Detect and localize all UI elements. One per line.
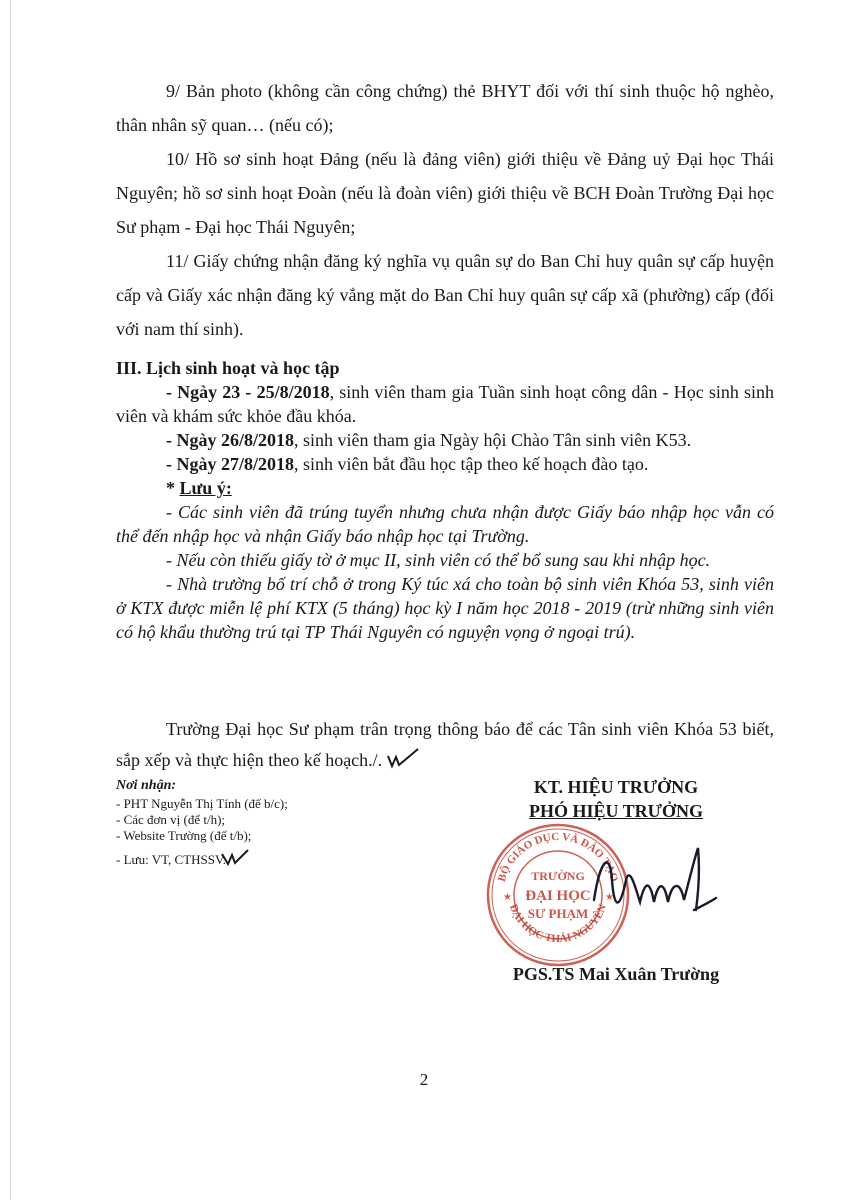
seal-outer-text: BỘ GIÁO DỤC VÀ ĐÀO TẠO: [495, 830, 621, 884]
schedule-text: , sinh viên tham gia Tuần sinh hoạt công dân - Học sinh sinh viên và khám sức khỏe đầu khóa.: [116, 382, 774, 426]
signature-title-line2: PHÓ HIỆU TRƯỞNG: [528, 801, 703, 821]
schedule-item: [116, 428, 774, 452]
handwritten-signature-icon: [590, 840, 720, 930]
recipients-block: [116, 778, 416, 868]
note-item: - Nhà trường bố trí chỗ ở trong Ký túc xá cho toàn bộ sinh viên Khóa 53, sinh viên ở KTX được miễn lệ phí KTX (5 tháng) học kỳ I năm học 2018 - 2019 (trừ những sinh viên có hộ khẩu thường trú tại TP Thái Nguyên có nguyện vọng ở ngoại trú).: [116, 574, 774, 642]
seal-center-line: ĐẠI HỌC: [525, 888, 591, 904]
note-heading: [116, 476, 774, 500]
signer-name: PGS.TS Mai Xuân Trường: [512, 964, 720, 984]
document-body: [116, 74, 774, 346]
closing-text: Trường Đại học Sư phạm trân trọng thông báo để các Tân sinh viên Khóa 53 biết, sắp xếp và thực hiện theo kế hoạch./.: [116, 719, 774, 770]
seal-bottom-text: ĐẠI HỌC THÁI NGUYÊN: [506, 902, 610, 946]
schedule-item: [116, 452, 774, 476]
note-item: - Các sinh viên đã trúng tuyển nhưng chưa nhận được Giấy báo nhập học vẫn có thể đến nhập học và nhận Giấy báo nhập học tại Trường.: [116, 502, 774, 546]
note-item: - Nếu còn thiếu giấy tờ ở mục II, sinh viên có thể bổ sung sau khi nhập học.: [166, 550, 711, 570]
closing-paragraph: [116, 716, 774, 773]
signature-title-line1: KT. HIỆU TRƯỞNG: [533, 777, 699, 797]
page-number: 2: [419, 1070, 429, 1089]
scan-edge-line: [10, 0, 11, 1200]
closing-paragraph-block: [116, 716, 774, 773]
recipient-item: - Lưu: VT, CTHSSV.: [116, 844, 416, 868]
initial-mark-icon: [386, 748, 420, 772]
recipients-title: Nơi nhận:: [116, 778, 177, 793]
recipient-item: - Website Trường (để t/b);: [116, 828, 252, 843]
seal-star-icon: ★: [605, 892, 614, 903]
schedule-text: , sinh viên bắt đầu học tập theo kế hoạch đào tạo.: [294, 454, 649, 474]
section-3: [116, 356, 774, 644]
section-3-heading: III. Lịch sinh hoạt và học tập: [116, 358, 340, 378]
recipient-item: - PHT Nguyễn Thị Tính (để b/c);: [116, 796, 288, 811]
seal-center-line: TRƯỜNG: [531, 869, 585, 883]
seal-star-icon: ★: [503, 892, 512, 903]
list-item-11: 11/ Giấy chứng nhận đăng ký nghĩa vụ quân sự do Ban Chỉ huy quân sự cấp huyện cấp và Giấy xác nhận đăng ký vắng mặt do Ban Chỉ huy quân sự cấp xã (phường) cấp (đối với nam thí sinh).: [116, 251, 774, 339]
list-item-10: 10/ Hồ sơ sinh hoạt Đảng (nếu là đảng viên) giới thiệu về Đảng uỷ Đại học Thái Nguyên; hồ sơ sinh hoạt Đoàn (nếu là đoàn viên) giới thiệu về BCH Đoàn Trường Đại học Sư phạm - Đại học Thái Nguyên;: [116, 149, 774, 237]
schedule-date: - Ngày 26/8/2018: [166, 430, 294, 450]
note-star: *: [166, 478, 180, 498]
schedule-date: - Ngày 27/8/2018: [166, 454, 294, 474]
note-label: Lưu ý:: [179, 478, 232, 498]
schedule-text: , sinh viên tham gia Ngày hội Chào Tân sinh viên K53.: [294, 430, 692, 450]
list-item-9: 9/ Bản photo (không cần công chứng) thẻ BHYT đối với thí sinh thuộc hộ nghèo, thân nhân sỹ quan… (nếu có);: [116, 81, 774, 135]
schedule-date: - Ngày 23 - 25/8/2018: [166, 382, 330, 402]
schedule-item: [116, 380, 774, 428]
initial-mark-icon: [220, 848, 250, 868]
recipient-item: - Các đơn vị (để t/h);: [116, 812, 226, 827]
seal-center-line: SƯ PHẠM: [527, 906, 589, 921]
signature-title-block: [486, 775, 746, 823]
